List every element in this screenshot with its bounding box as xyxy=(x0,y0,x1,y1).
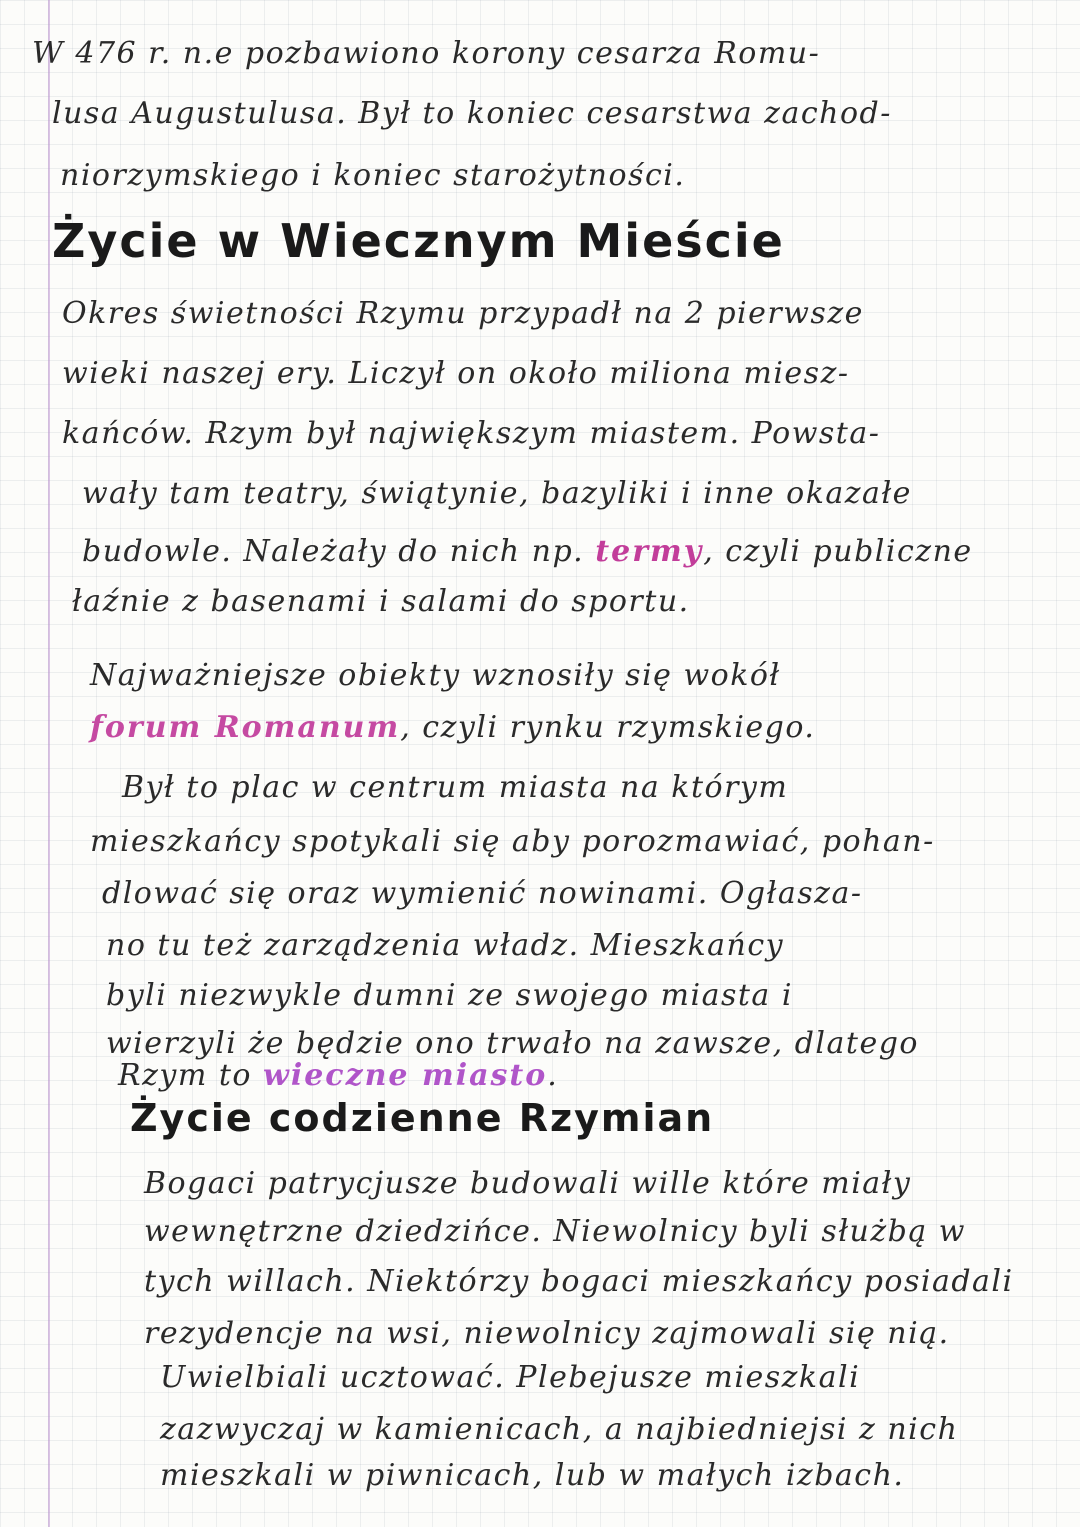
heading-zycie-codzienne-rzymian: Życie codzienne Rzymian xyxy=(130,1096,715,1140)
section2-line-3: Był to plac w centrum miasta na którym xyxy=(122,770,789,805)
section3-line-3: tych willach. Niektórzy bogaci mieszkańcy posiadali xyxy=(144,1264,1014,1299)
section3-line-6: zazwyczaj w kamienicach, a najbiedniejsi z nich xyxy=(160,1412,959,1447)
section1-line-1: Okres świetności Rzymu przypadł na 2 pierwsze xyxy=(62,296,864,331)
heading-zycie-w-wiecznym-miescie: Życie w Wiecznym Mieście xyxy=(52,214,785,268)
section2-line-6: no tu też zarządzenia władz. Mieszkańcy xyxy=(106,928,785,963)
intro-line-3: niorzymskiego i koniec starożytności. xyxy=(60,158,686,193)
section2-line-5: dlować się oraz wymienić nowinami. Ogłasza- xyxy=(102,876,863,911)
section3-line-5: Uwielbiali ucztować. Plebejusze mieszkali xyxy=(160,1360,861,1395)
section1-line-3: kańców. Rzym był największym miastem. Powsta- xyxy=(62,416,881,451)
termy-rest: , czyli publiczne xyxy=(703,534,973,569)
forum-romanum-highlight: forum Romanum xyxy=(90,710,401,745)
section1-line-6: łaźnie z basenami i salami do sportu. xyxy=(72,584,690,619)
section3-line-7: mieszkali w piwnicach, lub w małych izbach. xyxy=(160,1458,905,1493)
intro-line-2: lusa Augustulusa. Był to koniec cesarstwa zachod- xyxy=(52,96,892,131)
section2-line-2 xyxy=(90,710,815,745)
margin-line xyxy=(48,0,50,1527)
rzym-to: Rzym to xyxy=(118,1058,252,1093)
section1-line-5 xyxy=(82,534,973,569)
final-period: . xyxy=(547,1058,559,1093)
wieczne-miasto-highlight: wieczne miasto xyxy=(263,1058,548,1093)
section2-line-1: Najważniejsze obiekty wznosiły się wokół xyxy=(90,658,781,693)
section2-line-9 xyxy=(118,1058,558,1093)
section3-line-1: Bogaci patrycjusze budowali wille które miały xyxy=(144,1166,912,1201)
intro-line-1: W 476 r. n.e pozbawiono korony cesarza Romu- xyxy=(32,36,821,71)
section3-line-4: rezydencje na wsi, niewolnicy zajmowali się nią. xyxy=(144,1316,950,1351)
section1-line-5-text: budowle. Należały do nich np. xyxy=(82,534,585,569)
section2-line-8: wierzyli że będzie ono trwało na zawsze, dlatego xyxy=(106,1026,919,1061)
section1-line-2: wieki naszej ery. Liczył on około miliona miesz- xyxy=(62,356,850,391)
section2-line-4: mieszkańcy spotykali się aby porozmawiać, pohan- xyxy=(90,824,935,859)
forum-rest: , czyli rynku rzymskiego. xyxy=(400,710,816,745)
termy-highlight: termy xyxy=(595,534,704,569)
section1-line-4: wały tam teatry, świątynie, bazyliki i inne okazałe xyxy=(82,476,912,511)
section3-line-2: wewnętrzne dziedzińce. Niewolnicy byli służbą w xyxy=(144,1214,966,1249)
section2-line-7: byli niezwykle dumni ze swojego miasta i xyxy=(106,978,793,1013)
